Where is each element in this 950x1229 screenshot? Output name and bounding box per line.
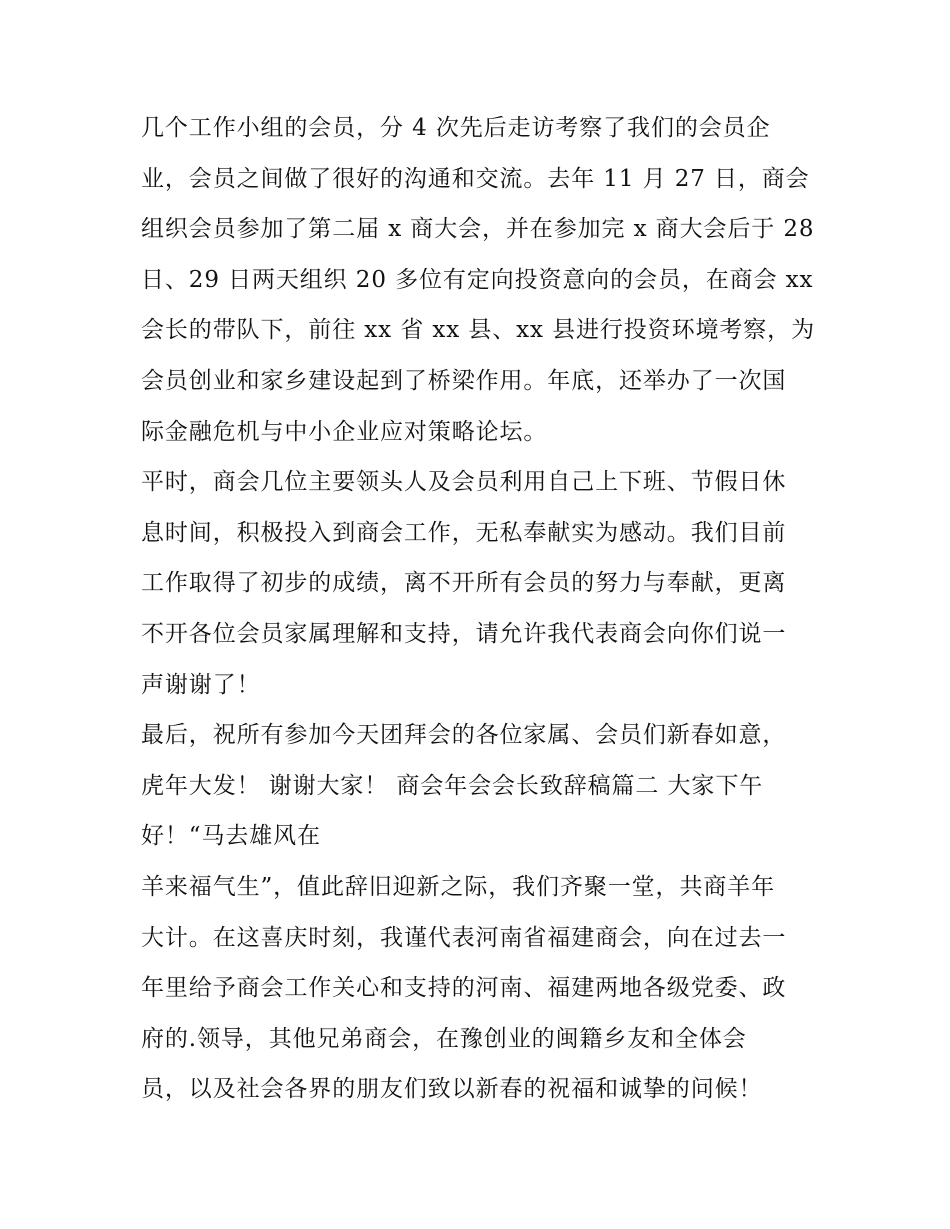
text-line: 平时，商会几位主要领头人及会员利用自己上下班、节假日休 xyxy=(141,469,787,496)
text-line: 业，会员之间做了很好的沟通和交流。去年 11 月 27 日，商会 xyxy=(141,165,810,192)
text-line: 际金融危机与中小企业应对策略论坛。 xyxy=(141,418,548,445)
text-line: 大计。在这喜庆时刻，我谨代表河南省福建商会，向在过去一 xyxy=(141,924,787,951)
text-line: 好！“马去雄风在 xyxy=(141,823,321,850)
text-line: 最后，祝所有参加今天团拜会的各位家属、会员们新春如意， xyxy=(141,722,787,749)
text-line: 声谢谢了！ xyxy=(141,671,261,698)
text-line: 虎年大发！ 谢谢大家！ 商会年会会长致辞稿篇二 大家下午 xyxy=(141,772,764,799)
text-line: 员，以及社会各界的朋友们致以新春的祝福和诚挚的问候！ xyxy=(141,1076,763,1103)
text-line: 会长的带队下，前往 xx 省 xx 县、xx 县进行投资环境考察，为 xyxy=(141,317,815,344)
text-line: 几个工作小组的会员，分 4 次先后走访考察了我们的会员企 xyxy=(141,115,771,141)
text-line: 府的.领导，其他兄弟商会，在豫创业的闽籍乡友和全体会 xyxy=(141,1025,747,1052)
body-text xyxy=(141,103,821,1115)
text-line: 组织会员参加了第二届 x 商大会，并在参加完 x 商大会后于 28 xyxy=(141,216,815,243)
text-line: 息时间，积极投入到商会工作，无私奉献实为感动。我们目前 xyxy=(141,519,787,546)
text-line: 日、29 日两天组织 20 多位有定向投资意向的会员，在商会 xx xyxy=(141,266,814,293)
text-line: 工作取得了初步的成绩，离不开所有会员的努力与奉献，更离 xyxy=(141,570,787,597)
text-line: 年里给予商会工作关心和支持的河南、福建两地各级党委、政 xyxy=(141,975,787,1002)
text-line: 会员创业和家乡建设起到了桥梁作用。年底，还举办了一次国 xyxy=(141,367,787,394)
text-line: 羊来福气生”，值此辞旧迎新之际，我们齐聚一堂，共商羊年 xyxy=(141,873,776,900)
text-line: 不开各位会员家属理解和支持，请允许我代表商会向你们说一 xyxy=(141,620,787,647)
